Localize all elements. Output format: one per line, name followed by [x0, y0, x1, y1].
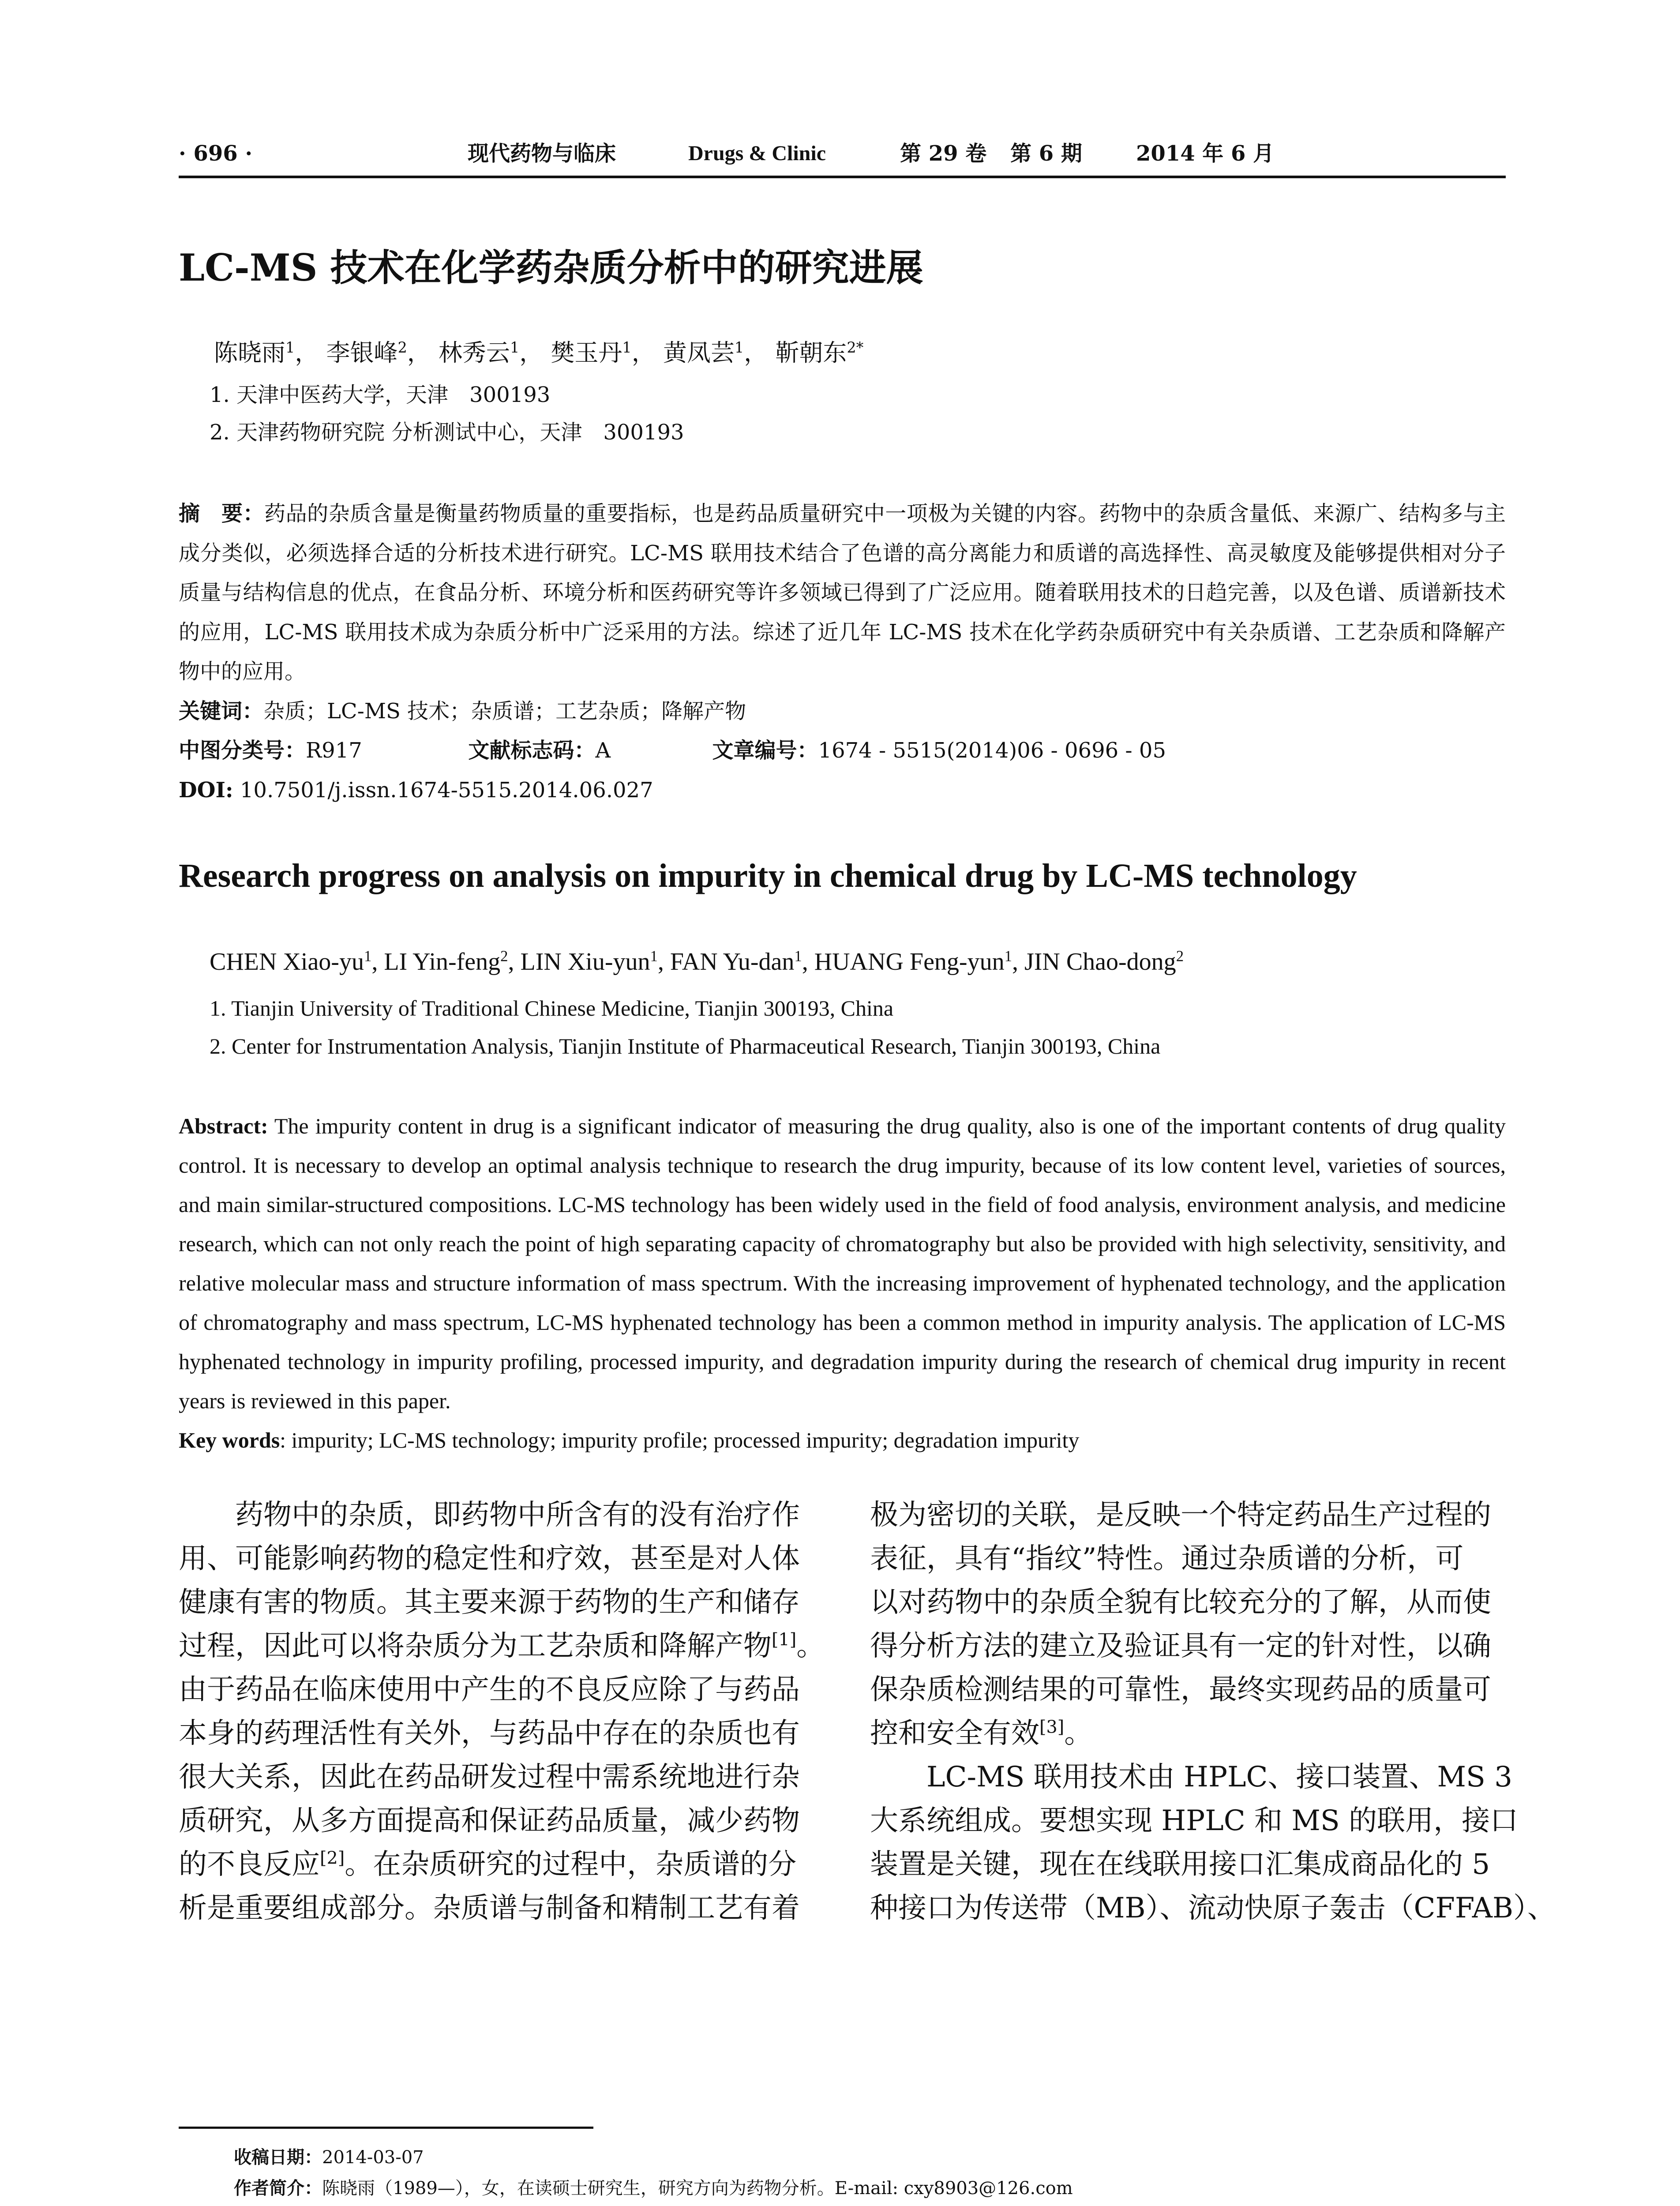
author-en: FAN Yu-dan$^1$, — [670, 947, 814, 975]
document-code-label: 文献标志码： — [468, 738, 596, 763]
header-rule — [179, 176, 1506, 178]
affiliation-en-2: 2. Center for Instrumentation Analysis, Tianjin Institute of Pharmaceutical Research, Tianjin 300193, China — [210, 1034, 1161, 1058]
body-line: 装置是关键，现在在线联用接口汇集成商品化的 5 — [870, 1848, 1490, 1881]
citation-ref[interactable]: [3] — [1039, 1717, 1065, 1737]
author-en: CHEN Xiao-$yu^1$, — [210, 947, 384, 975]
abstract-cn-label: 摘 要： — [179, 501, 265, 526]
body-line: LC-MS 联用技术由 HPLC、接口装置、MS 3 — [926, 1761, 1512, 1793]
body-line: 质研究，从多方面提高和保证药品质量，减少药物 — [179, 1805, 800, 1837]
body-line: 种接口为传送带（MB）、流动快原子轰击（CFFAB）、 — [870, 1892, 1556, 1925]
abstract-cn — [179, 494, 1506, 810]
authors-en — [210, 944, 1184, 979]
abstract-en-text: The impurity content in drug is a significant indicator of measuring the drug quality, also is one of the important contents of drug quality control. It is necessary to develop an optimal analysis technique to research the drug impurity, because of its low content level, varieties of sources, and main similar-structured compositions. LC-MS technology has been widely used in the field of food analysis, environment analysis, and medicine research, which can not only reach the point of high separating capacity of chromatography but also be provided with high selectivity, sensitivity, and relative molecular mass and structure information of mass spectrum. With the increasing improvement of hyphenated technology, and the application of chromatography and mass spectrum, LC-MS hyphenated technology has been a common method in impurity analysis. The application of LC-MS hyphenated technology in impurity profiling, processed impurity, and degradation impurity during the research of chemical drug impurity in recent years is reviewed in this paper. — [179, 1114, 1506, 1413]
body-column-left — [179, 1493, 825, 1930]
body-line: 本身的药理活性有关外，与药品中存在的杂质也有 — [179, 1717, 800, 1750]
author-cn: 靳朝东$^{2*}$ — [775, 339, 864, 367]
body-line: 以对药物中的杂质全貌有比较充分的了解，从而使 — [870, 1586, 1491, 1619]
citation-ref[interactable]: [1] — [772, 1629, 797, 1650]
article-number: 1674 - 5515(2014)06 - 0696 - 05 — [818, 738, 1166, 763]
body-line: 控和安全有效[3]。 — [870, 1717, 1093, 1750]
body-line: 药物中的杂质，即药物中所含有的没有治疗作 — [235, 1499, 800, 1531]
body-line: 保杂质检测结果的可靠性，最终实现药品的质量可 — [870, 1673, 1491, 1706]
abstract-cn-text: 药品的杂质含量是衡量药物质量的重要指标，也是药品质量研究中一项极为关键的内容。药物中的杂质含量低、来源广、结构多与主成分类似，必须选择合适的分析技术进行研究。LC-MS 联用技术结合了色谱的高分离能力和质谱的高选择性、高灵敏度及能够提供相对分子质量与结构信息的优点，在食品分析、环境分析和医药研究等许多领域已得到了广泛应用。随着联用技术的日趋完善，以及色谱、质谱新技术的应用，LC-MS 联用技术成为杂质分析中广泛采用的方法。综述了近几年 LC-MS 技术在化学药杂质研究中有关杂质谱、工艺杂质和降解产物中的应用。 — [179, 501, 1506, 684]
doi: 10.7501/j.issn.1674-5515.2014.06.027 — [240, 777, 653, 803]
footnote-rule — [179, 2127, 593, 2129]
journal-name-cn: 现代药物与临床 — [468, 141, 616, 166]
authors-cn — [214, 335, 863, 371]
footnote-received: 收稿日期：2014-03-07 — [234, 2147, 424, 2168]
body-line: 用、可能影响药物的稳定性和疗效，甚至是对人体 — [179, 1542, 800, 1575]
citation-ref[interactable]: [2] — [320, 1848, 345, 1868]
journal-name-en: Drugs & Clinic — [688, 142, 826, 165]
body-line: 由于药品在临床使用中产生的不良反应除了与药品 — [179, 1673, 800, 1706]
affiliation-cn-2: 2. 天津药物研究院 分析测试中心，天津 300193 — [210, 420, 684, 445]
page-number: · 696 · — [179, 141, 253, 166]
journal-issue: 第 6 期 — [1010, 141, 1082, 166]
author-cn: 樊玉丹$^1$， — [551, 339, 656, 367]
author-cn: 黄凤芸$^1$， — [663, 339, 768, 367]
body-line: 大系统组成。要想实现 HPLC 和 MS 的联用，接口 — [870, 1805, 1519, 1837]
body-column-right — [870, 1493, 1556, 1930]
author-en: LIN Xiu-yun$^1$, — [520, 947, 670, 975]
author-en: LI Yin-feng$^2$, — [384, 947, 521, 975]
clc-label: 中图分类号： — [179, 738, 306, 763]
author-en: JIN Chao-dong$^2$ — [1024, 947, 1184, 975]
abstract-en-label: Abstract: — [179, 1114, 268, 1138]
keywords-en: : impurity; LC-MS technology; impurity profile; processed impurity; degradation impurity — [280, 1428, 1080, 1452]
clc-number: R917 — [306, 738, 362, 763]
author-cn: 陈晓雨$^1$， — [214, 339, 319, 367]
author-cn: 李银峰$^2$， — [326, 339, 431, 367]
document-code: A — [595, 738, 611, 763]
keywords-cn: 杂质；LC-MS 技术；杂质谱；工艺杂质；降解产物 — [263, 698, 746, 724]
journal-date: 2014 年 6 月 — [1136, 141, 1275, 166]
body-line: 析是重要组成部分。杂质谱与制备和精制工艺有着 — [179, 1892, 800, 1925]
body-line: 健康有害的物质。其主要来源于药物的生产和储存 — [179, 1586, 800, 1619]
title-cn: LC-MS 技术在化学药杂质分析中的研究进展 — [179, 246, 923, 289]
body-line: 很大关系，因此在药品研发过程中需系统地进行杂 — [179, 1761, 800, 1793]
article-number-label: 文章编号： — [712, 738, 818, 763]
affiliation-cn-1: 1. 天津中医药大学，天津 300193 — [210, 383, 551, 407]
body-line: 极为密切的关联，是反映一个特定药品生产过程的 — [870, 1499, 1491, 1531]
author-cn: 林秀云$^1$， — [438, 339, 544, 367]
author-en: HUANG Feng-yun$^1$, — [814, 947, 1024, 975]
affiliation-en-1: 1. Tianjin University of Traditional Chinese Medicine, Tianjin 300193, China — [210, 996, 894, 1020]
body-line: 表征，具有“指纹”特性。通过杂质谱的分析，可 — [870, 1542, 1464, 1575]
title-en: Research progress on analysis on impurity in chemical drug by LC-MS technology — [179, 857, 1357, 894]
doi-label: DOI: — [179, 777, 233, 803]
abstract-en — [179, 1107, 1506, 1460]
body-line: 过程，因此可以将杂质分为工艺杂质和降解产物[1]。 — [179, 1629, 825, 1662]
keywords-cn-label: 关键词： — [179, 698, 264, 724]
footnote-author: 作者简介：陈晓雨（1989—），女，在读硕士研究生，研究方向为药物分析。E-mail: cxy8903@126.com — [234, 2178, 1073, 2198]
keywords-en-label: Key words — [179, 1428, 280, 1452]
body-line: 的不良反应[2]。在杂质研究的过程中，杂质谱的分 — [179, 1848, 797, 1881]
body-line: 得分析方法的建立及验证具有一定的针对性，以确 — [870, 1630, 1491, 1662]
journal-volume: 第 29 卷 — [900, 141, 987, 166]
